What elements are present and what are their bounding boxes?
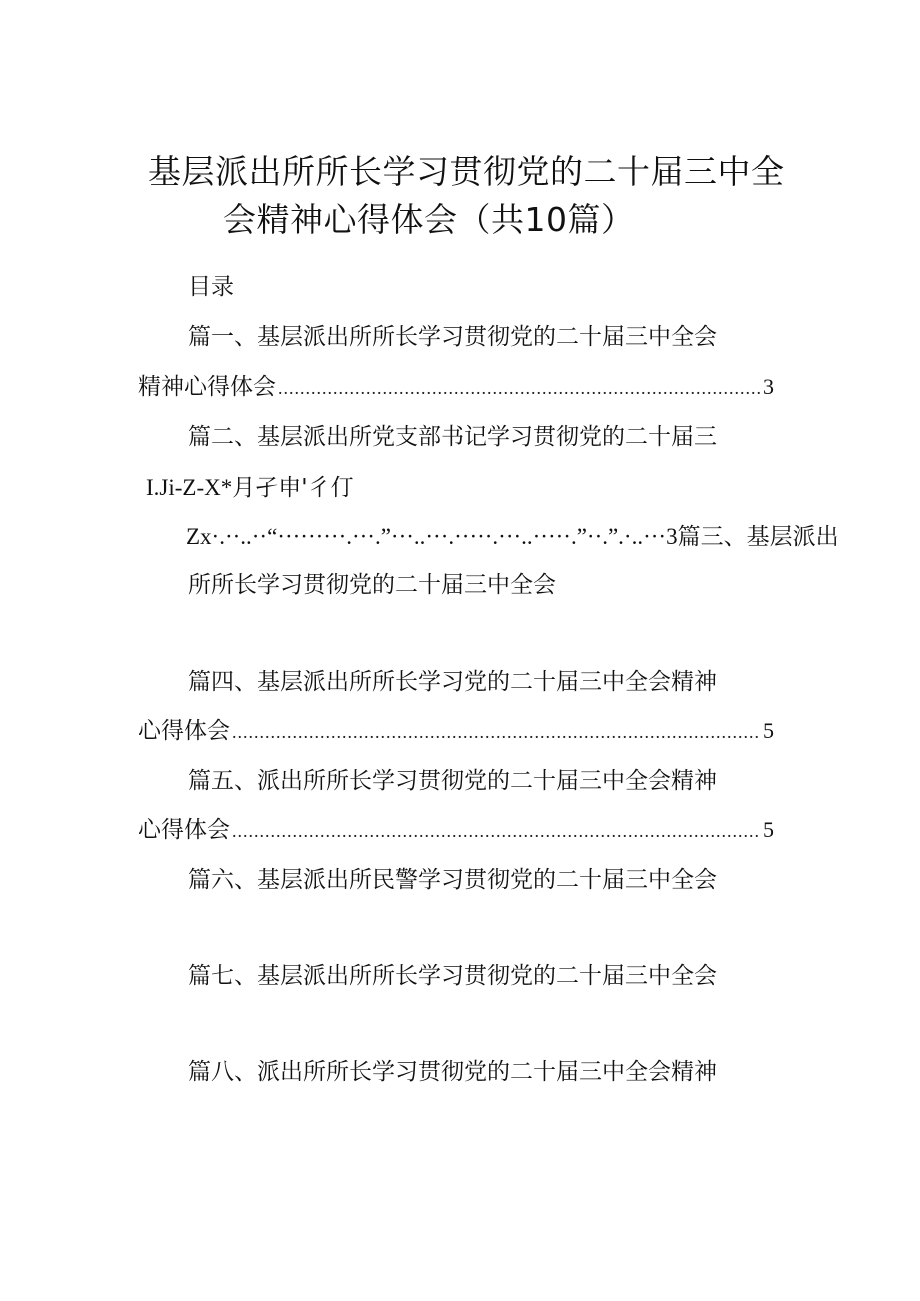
- dot-leader: [232, 723, 761, 741]
- toc-entry-5-line1[interactable]: 篇五、派出所所长学习贯彻党的二十届三中全会精神: [188, 768, 717, 794]
- garbled-cjk-text: 月孑申'彳仃: [232, 475, 354, 501]
- toc-page-number: 5: [763, 817, 774, 842]
- title-line-1: 基层派出所所长学习贯彻党的二十届三中全: [148, 152, 785, 191]
- toc-entry-2-line2[interactable]: [146, 476, 354, 500]
- toc-entry-text: 心得体会: [138, 718, 230, 744]
- dot-leader: [278, 379, 761, 397]
- toc-entry-7[interactable]: 篇七、基层派出所所长学习贯彻党的二十届三中全会: [188, 963, 717, 989]
- toc-entry-4-line1[interactable]: 篇四、基层派出所所长学习党的二十届三中全会精神: [188, 669, 717, 695]
- toc-entry-8[interactable]: 篇八、派出所所长学习贯彻党的二十届三中全会精神: [188, 1059, 717, 1085]
- toc-entry-text: 精神心得体会: [138, 374, 276, 400]
- toc-entry-2-line3[interactable]: [186, 525, 839, 549]
- toc-entry-1-line2[interactable]: [138, 376, 774, 399]
- toc-entry-1-line1[interactable]: 篇一、基层派出所所长学习贯彻党的二十届三中全会: [188, 324, 717, 350]
- garbled-latin-text: I.Ji-Z-X*: [146, 475, 233, 500]
- title-line-2: 会精神心得体会（共10篇）: [223, 200, 635, 239]
- toc-label: 目录: [188, 274, 234, 300]
- toc-entry-3-line2[interactable]: 所所长学习贯彻党的二十届三中全会: [188, 572, 556, 598]
- toc-entry-text: 心得体会: [138, 817, 230, 843]
- toc-entry-5-line2[interactable]: [138, 819, 774, 842]
- garbled-leader-text: Zx·.··..··“·········.···.”···..···.·····.···..·····.”··.”.·..···3: [186, 524, 678, 549]
- toc-entry-3-start: 篇三、基层派出: [677, 524, 839, 550]
- toc-entry-6[interactable]: 篇六、基层派出所民警学习贯彻党的二十届三中全会: [188, 867, 717, 893]
- dot-leader: [232, 822, 761, 840]
- toc-entry-4-line2[interactable]: [138, 720, 774, 743]
- toc-entry-2-line1[interactable]: 篇二、基层派出所党支部书记学习贯彻党的二十届三: [188, 424, 717, 450]
- toc-page-number: 5: [763, 718, 774, 743]
- toc-page-number: 3: [763, 374, 774, 399]
